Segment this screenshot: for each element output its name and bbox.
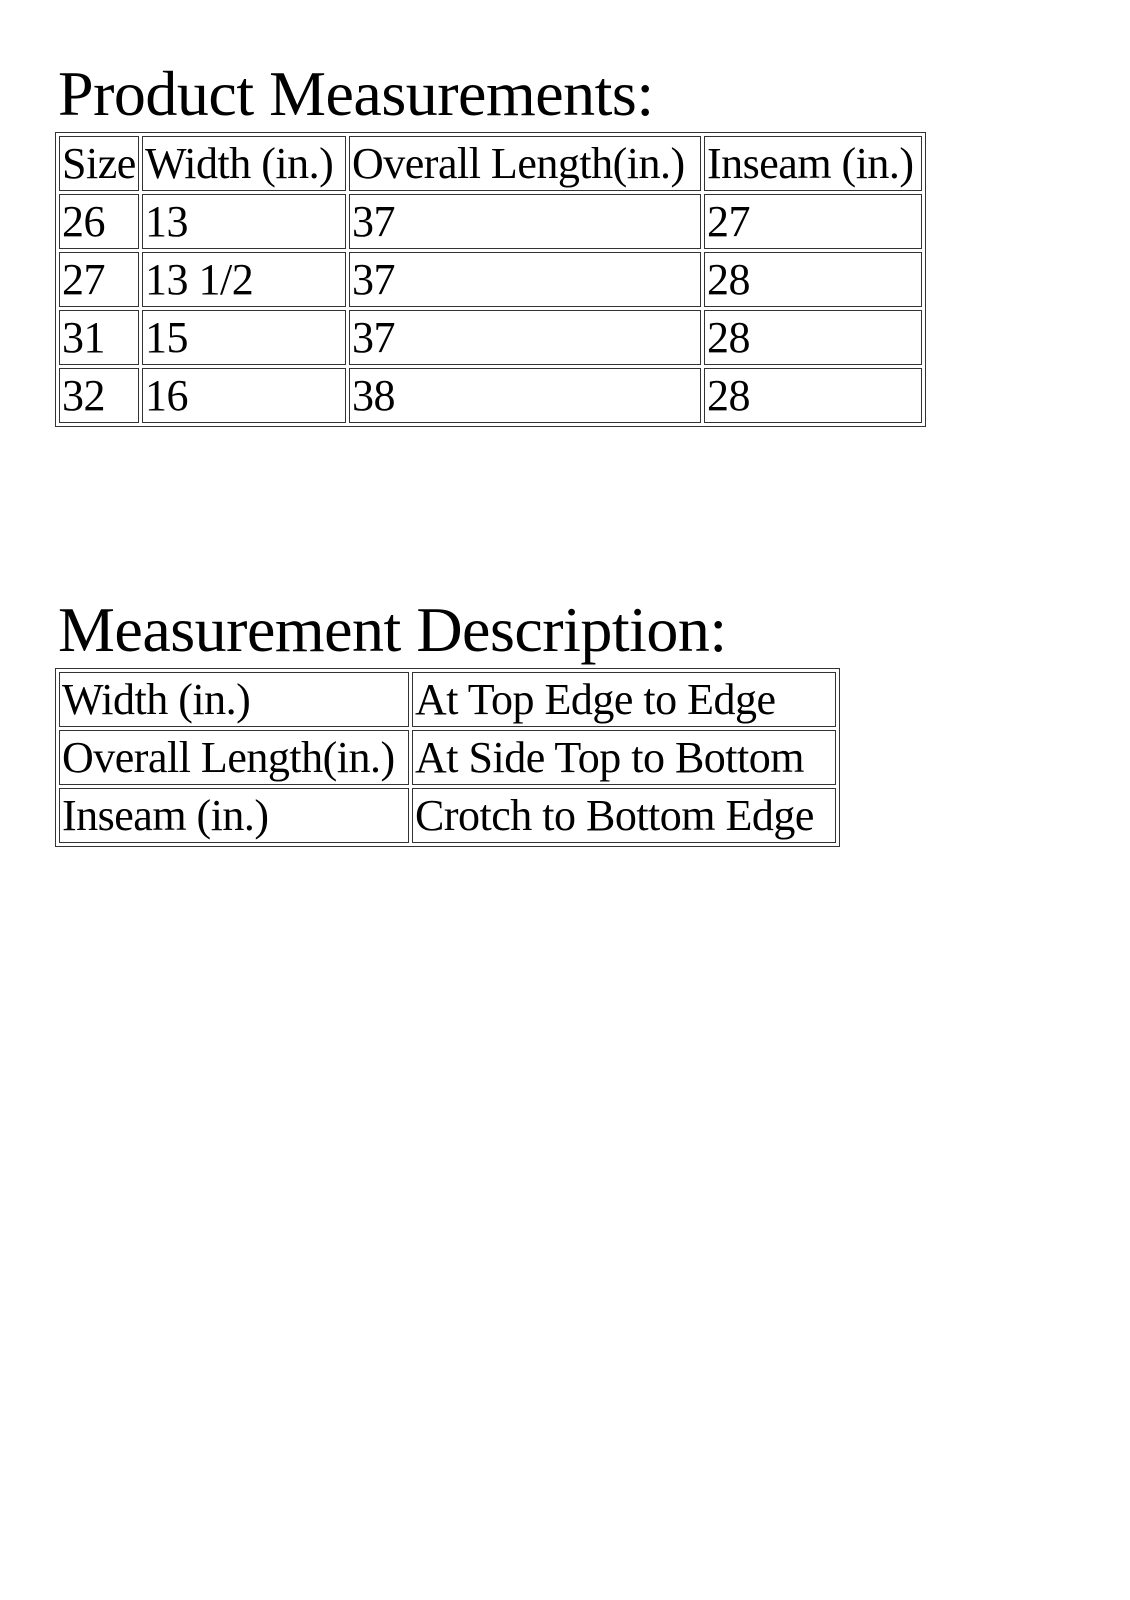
header-inseam: Inseam (in.) (704, 136, 922, 191)
cell-width: 13 (142, 194, 346, 249)
cell-overall-length: 37 (349, 252, 701, 307)
description-term: Overall Length(in.) (59, 730, 409, 785)
description-text: At Top Edge to Edge (412, 672, 836, 727)
header-overall-length: Overall Length(in.) (349, 136, 701, 191)
cell-width: 13 1/2 (142, 252, 346, 307)
table-row (59, 310, 922, 365)
table-row (59, 252, 922, 307)
cell-inseam: 28 (704, 252, 922, 307)
table-row (59, 194, 922, 249)
cell-width: 15 (142, 310, 346, 365)
description-term: Inseam (in.) (59, 788, 409, 843)
description-text: Crotch to Bottom Edge (412, 788, 836, 843)
header-size: Size (59, 136, 139, 191)
table-row (59, 672, 836, 727)
table-row (59, 730, 836, 785)
table-header-row (59, 136, 922, 191)
cell-overall-length: 38 (349, 368, 701, 423)
cell-overall-length: 37 (349, 310, 701, 365)
cell-size: 32 (59, 368, 139, 423)
cell-size: 27 (59, 252, 139, 307)
table-row (59, 788, 836, 843)
table-row (59, 368, 922, 423)
description-term: Width (in.) (59, 672, 409, 727)
cell-size: 26 (59, 194, 139, 249)
product-measurements-table (55, 132, 926, 427)
header-width: Width (in.) (142, 136, 346, 191)
product-measurements-title: Product Measurements: (58, 58, 654, 129)
cell-width: 16 (142, 368, 346, 423)
cell-inseam: 27 (704, 194, 922, 249)
cell-size: 31 (59, 310, 139, 365)
cell-inseam: 28 (704, 368, 922, 423)
cell-inseam: 28 (704, 310, 922, 365)
measurement-description-title: Measurement Description: (58, 594, 727, 665)
cell-overall-length: 37 (349, 194, 701, 249)
description-text: At Side Top to Bottom (412, 730, 836, 785)
measurement-description-table (55, 668, 840, 847)
